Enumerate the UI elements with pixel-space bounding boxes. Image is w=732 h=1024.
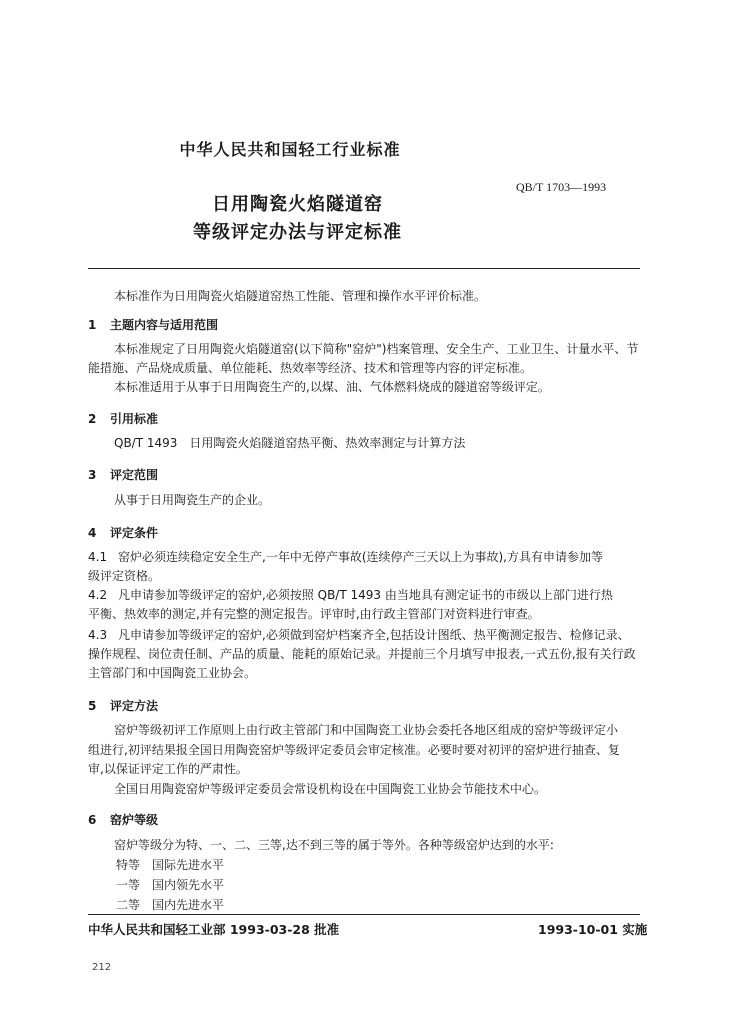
clause-text: 凡申请参加等级评定的窑炉,必须做到窑炉档案齐全,包括设计图纸、热平衡测定报告、检修记录、 bbox=[118, 628, 630, 642]
section-5-heading bbox=[88, 697, 158, 714]
clause-4-1-line: 级评定资格。 bbox=[88, 569, 161, 583]
section-5-paragraph-line: 窑炉等级初评工作原则上由行政主管部门和中国陶瓷工业协会委托各地区组成的窑炉等级评定小 bbox=[114, 723, 619, 737]
clause-4-2-line bbox=[88, 586, 613, 604]
section-5-committee-paragraph: 全国日用陶瓷窑炉等级评定委员会常设机构设在中国陶瓷工业协会节能技术中心。 bbox=[114, 782, 547, 796]
section-number: 1 bbox=[88, 318, 97, 332]
clause-text: 凡申请参加等级评定的窑炉,必须按照 QB/T 1493 由当地具有测定证书的市级以上部门进行热 bbox=[118, 588, 613, 602]
section-title: 评定方法 bbox=[110, 699, 159, 713]
clause-number: 4.1 bbox=[88, 550, 108, 564]
clause-4-3-line bbox=[88, 626, 630, 644]
footer-divider bbox=[88, 914, 640, 915]
clause-4-1-line bbox=[88, 548, 603, 566]
grade-name: 一等 bbox=[116, 878, 141, 892]
section-title: 评定范围 bbox=[110, 468, 159, 482]
clause-number: 4.2 bbox=[88, 588, 108, 602]
section-title: 评定条件 bbox=[110, 526, 159, 540]
grade-list-item bbox=[116, 896, 224, 914]
effective-date-statement: 1993-10-01 实施 bbox=[538, 922, 648, 937]
section-3-paragraph: 从事于日用陶瓷生产的企业。 bbox=[114, 493, 271, 507]
section-2-heading bbox=[88, 410, 158, 427]
section-number: 6 bbox=[88, 813, 97, 827]
clause-4-2-line: 平衡、热效率的测定,并有完整的测定报告。评审时,由行政主管部门对资料进行审查。 bbox=[88, 607, 540, 621]
section-3-heading bbox=[88, 466, 158, 483]
section-title: 引用标准 bbox=[110, 412, 159, 426]
section-4-heading bbox=[88, 524, 158, 541]
section-6-paragraph: 窑炉等级分为特、一、二、三等,达不到三等的属于等外。各种等级窑炉达到的水平: bbox=[114, 838, 554, 852]
section-5-paragraph-line: 审,以保证评定工作的严肃性。 bbox=[88, 762, 248, 776]
section-1-heading bbox=[88, 316, 218, 333]
section-5-paragraph-line: 组进行,初评结果报全国日用陶瓷窑炉等级评定委员会审定核准。必要时要对初评的窑炉进行抽查、复 bbox=[88, 743, 620, 757]
header-divider bbox=[88, 268, 640, 269]
document-title-line-2: 等级评定办法与评定标准 bbox=[193, 222, 402, 243]
grade-name: 二等 bbox=[116, 898, 141, 912]
section-number: 4 bbox=[88, 526, 97, 540]
grade-list-item bbox=[116, 876, 224, 894]
clause-number: 4.3 bbox=[88, 628, 108, 642]
document-title-line-1: 日用陶瓷火焰隧道窑 bbox=[212, 194, 383, 215]
section-1-paragraph-line: 能措施、产品烧成质量、单位能耗、热效率等经济、技术和管理等内容的评定标准。 bbox=[88, 361, 533, 375]
section-1-paragraph-line: 本标准规定了日用陶瓷火焰隧道窑(以下简称"窑炉")档案管理、安全生产、工业卫生、计量水平、节 bbox=[114, 342, 639, 356]
normative-reference: QB/T 1493 日用陶瓷火焰隧道窑热平衡、热效率测定与计算方法 bbox=[114, 436, 466, 450]
clause-text: 窑炉必须连续稳定安全生产,一年中无停产事故(连续停产三天以上为事故),方具有申请参加等 bbox=[118, 550, 603, 564]
page-number: 212 bbox=[92, 962, 112, 973]
approval-statement: 中华人民共和国轻工业部 1993-03-28 批准 bbox=[88, 922, 340, 937]
section-number: 5 bbox=[88, 699, 97, 713]
clause-4-3-line: 操作规程、岗位责任制、产品的质量、能耗的原始记录。并提前三个月填写申报表,一式五份,报有关行政 bbox=[88, 647, 636, 661]
section-title: 窑炉等级 bbox=[110, 813, 159, 827]
grade-level: 国内领先水平 bbox=[152, 878, 225, 892]
section-number: 2 bbox=[88, 412, 97, 426]
clause-4-3-line: 主管部门和中国陶瓷工业协会。 bbox=[88, 666, 257, 680]
intro-paragraph: 本标准作为日用陶瓷火焰隧道窑热工性能、管理和操作水平评价标准。 bbox=[114, 289, 487, 303]
grade-level: 国内先进水平 bbox=[152, 898, 225, 912]
section-6-heading bbox=[88, 811, 158, 828]
standard-code: QB/T 1703—1993 bbox=[516, 180, 607, 194]
grade-list-item bbox=[116, 856, 224, 874]
grade-level: 国际先进水平 bbox=[152, 858, 225, 872]
section-title: 主题内容与适用范围 bbox=[110, 318, 219, 332]
issuing-organization: 中华人民共和国轻工行业标准 bbox=[179, 140, 401, 159]
section-1-scope-paragraph: 本标准适用于从事于日用陶瓷生产的,以煤、油、气体燃料烧成的隧道窑等级评定。 bbox=[114, 380, 550, 394]
grade-name: 特等 bbox=[116, 858, 141, 872]
section-number: 3 bbox=[88, 468, 97, 482]
